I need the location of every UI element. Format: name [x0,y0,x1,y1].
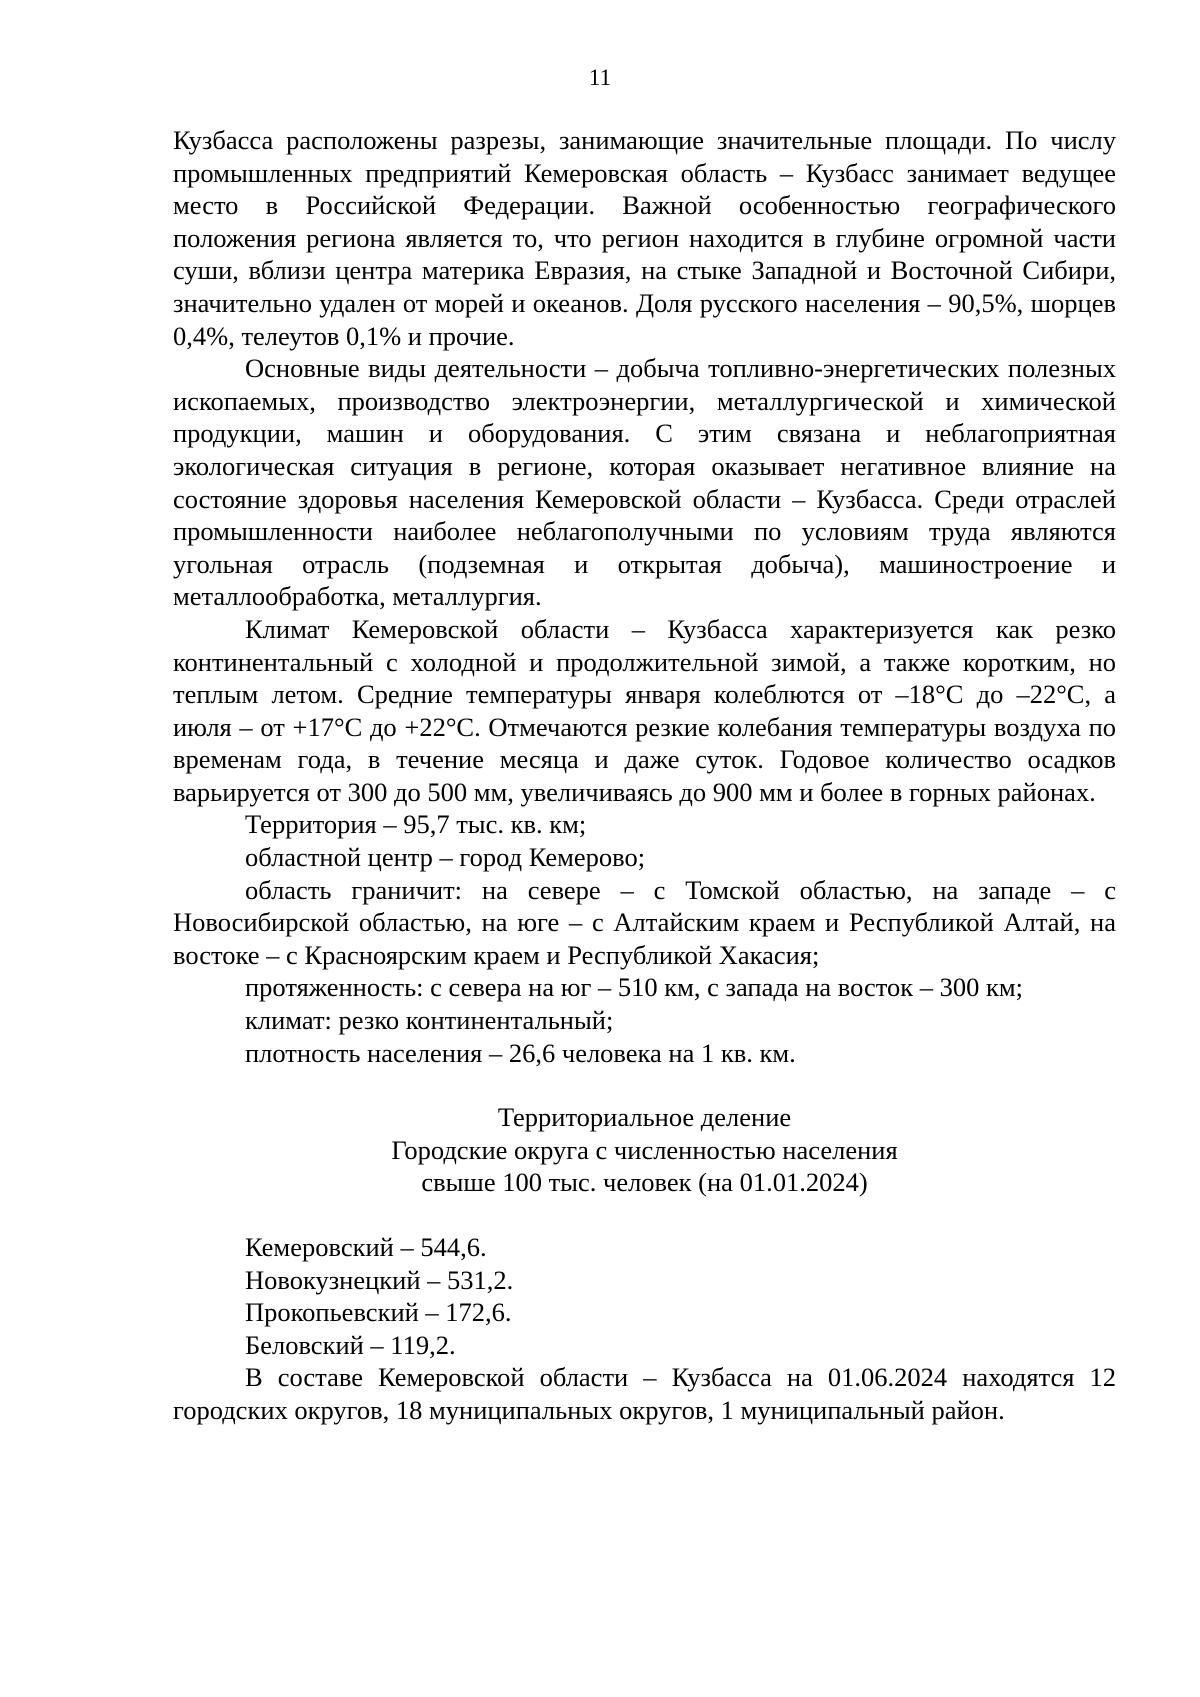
paragraph-municipal-composition: В составе Кемеровской области – Кузбасса на 01.06.2024 находятся 12 городских округов, 18 муниципальных округов, 1 муниципальный район. [173,1362,1116,1425]
fact-regional-center: областной центр – город Кемерово; [245,842,646,873]
heading-line-1: Территориальное деление [497,1102,792,1133]
heading-line-2: Городские округа с численностью населения [391,1134,898,1165]
list-item: Беловский – 119,2. [245,1329,456,1360]
list-item: Новокузнецкий – 531,2. [245,1264,514,1295]
fact-territory: Территория – 95,7 тыс. кв. км; [245,809,587,840]
district-list [173,1231,1116,1361]
list-item: Прокопьевский – 172,6. [245,1297,512,1328]
fact-borders: область граничит: на севере – с Томской областью, на западе – с Новосибирской областью, на юге – с Алтайским краем и Республикой Алтай, на востоке – с Красноярским краем и Республикой Хакасия; [173,874,1116,970]
paragraph-climate: Климат Кемеровской области – Кузбасса характеризуется как резко континентальный с холодной и продолжительной зимой, а также коротким, но теплым летом. Средние температуры января колеблются от –18°C до –22°C, а июля – от +17°C до +22°C. Отмечаются резкие колебания температуры воздуха по временам года, в течение месяца и даже суток. Годовое количество осадков варьируется от 300 до 500 мм, увеличиваясь до 900 мм и более в горных районах. [173,613,1116,807]
list-item: Кемеровский – 544,6. [245,1232,487,1262]
section-heading [173,1101,1116,1199]
document-body [173,124,1116,1427]
fact-population-density: плотность населения – 26,6 человека на 1 кв. км. [245,1037,796,1068]
paragraph-region-overview: Кузбасса расположены разрезы, занимающие значительные площади. По числу промышленных предприятий Кемеровская область – Кузбасс занимает ведущее место в Российской Федерации. Важной особенностью географического положения региона является то, что регион находится в глубине огромной части суши, вблизи центра материка Евразия, на стыке Западной и Восточной Сибири, значительно удален от морей и океанов. Доля русского населения – 90,5%, шорцев 0,4%, телеутов 0,1% и прочие. [173,125,1116,351]
fact-climate: климат: резко континентальный; [245,1005,614,1036]
fact-extent: протяженность: с севера на юг – 510 км, с запада на восток – 300 км; [245,972,1024,1003]
paragraph-economic-activity: Основные виды деятельности – добыча топливно-энергетических полезных ископаемых, производство электроэнергии, металлургической и химической продукции, машин и оборудования. С этим связана и неблагоприятная экологическая ситуация в регионе, которая оказывает негативное влияние на состояние здоровья населения Кемеровской области – Кузбасса. Среди отраслей промышленности наиболее неблагополучными по условиям труда являются угольная отрасль (подземная и открытая добыча), машиностроение и металлообработка, металлургия. [173,353,1116,612]
page-number: 11 [588,65,612,90]
heading-line-3: свыше 100 тыс. человек (на 01.01.2024) [421,1167,868,1198]
